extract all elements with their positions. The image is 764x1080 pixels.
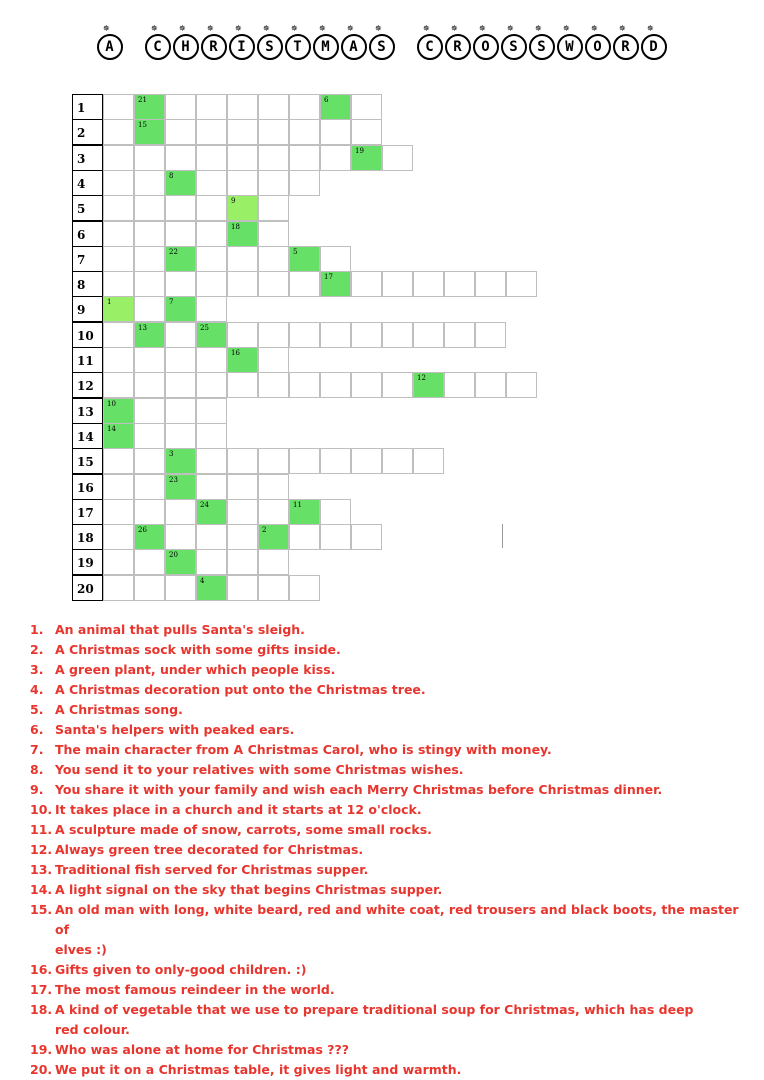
crossword-cell[interactable] — [258, 246, 289, 272]
highlighted-cell[interactable] — [134, 524, 165, 550]
highlighted-cell[interactable] — [165, 549, 196, 575]
clue-text: You send it to your relatives with some Christmas wishes. — [55, 762, 464, 777]
crossword-cell[interactable] — [134, 170, 165, 196]
crossword-cell[interactable] — [320, 372, 351, 398]
clue-item — [30, 820, 750, 840]
crossword-cell[interactable] — [227, 170, 258, 196]
clue-item — [30, 700, 750, 720]
cell-number: 2 — [262, 526, 267, 534]
row-number: 8 — [72, 271, 103, 297]
crossword-cell[interactable] — [444, 322, 475, 348]
clue-text: red colour. — [55, 1022, 130, 1037]
clue-item — [30, 840, 750, 860]
clue-text: A kind of vegetable that we use to prepare traditional soup for Christmas, which has deep — [55, 1002, 694, 1017]
cell-number: 3 — [169, 450, 174, 458]
crossword-cell[interactable] — [134, 221, 165, 247]
title-letter: ✵ T — [285, 34, 311, 60]
cell-number: 1 — [107, 298, 112, 306]
crossword-cell[interactable] — [351, 94, 382, 120]
highlighted-cell[interactable] — [103, 296, 134, 322]
crossword-cell[interactable] — [289, 271, 320, 297]
clue-number: 5. — [30, 702, 44, 717]
crossword-cell[interactable] — [134, 195, 165, 221]
crossword-cell[interactable] — [227, 119, 258, 145]
crossword-cell[interactable] — [196, 372, 227, 398]
clue-text: Always green tree decorated for Christmas. — [55, 842, 364, 857]
row-number: 2 — [72, 119, 103, 145]
clue-item — [30, 620, 750, 640]
crossword-cell[interactable] — [289, 119, 320, 145]
crossword-cell[interactable] — [227, 372, 258, 398]
crossword-cell[interactable] — [227, 94, 258, 120]
cell-number: 17 — [324, 273, 333, 281]
crossword-cell[interactable] — [227, 145, 258, 171]
row-number: 17 — [72, 499, 103, 525]
crossword-cell[interactable] — [134, 246, 165, 272]
title-letter: ✵ S — [501, 34, 527, 60]
crossword-cell[interactable] — [258, 347, 289, 373]
clue-number: 9. — [30, 782, 44, 797]
crossword-cell[interactable] — [196, 119, 227, 145]
crossword-cell[interactable] — [227, 448, 258, 474]
highlighted-cell[interactable] — [320, 94, 351, 120]
cell-number: 11 — [293, 501, 302, 509]
row-number: 13 — [72, 398, 103, 424]
highlighted-cell[interactable] — [165, 296, 196, 322]
crossword-cell[interactable] — [103, 246, 134, 272]
clue-text: The most famous reindeer in the world. — [55, 982, 335, 997]
crossword-cell[interactable] — [227, 524, 258, 550]
cell-number: 18 — [231, 223, 240, 231]
crossword-cell[interactable] — [258, 195, 289, 221]
crossword-cell[interactable] — [196, 94, 227, 120]
crossword-cell[interactable] — [165, 119, 196, 145]
cell-number: 7 — [169, 298, 174, 306]
crossword-cell[interactable] — [227, 549, 258, 575]
crossword-cell[interactable] — [134, 448, 165, 474]
clue-item — [30, 760, 750, 780]
crossword-cell[interactable] — [351, 448, 382, 474]
crossword-cell[interactable] — [196, 221, 227, 247]
clue-item — [30, 900, 750, 940]
clue-text: Traditional fish served for Christmas supper. — [55, 862, 369, 877]
clue-text: Gifts given to only-good children. :) — [55, 962, 307, 977]
cell-number: 4 — [200, 577, 205, 585]
cell-number: 12 — [417, 374, 426, 382]
crossword-cell[interactable] — [134, 347, 165, 373]
crossword-cell[interactable] — [134, 575, 165, 601]
clue-item — [30, 1000, 750, 1020]
crossword-cell[interactable] — [103, 372, 134, 398]
row-number: 7 — [72, 246, 103, 272]
clue-list — [30, 620, 750, 1080]
crossword-cell[interactable] — [134, 145, 165, 171]
clue-text: A light signal on the sky that begins Christmas supper. — [55, 882, 443, 897]
crossword-cell[interactable] — [289, 94, 320, 120]
crossword-cell[interactable] — [134, 423, 165, 449]
crossword-cell[interactable] — [196, 398, 227, 424]
clue-item — [30, 1040, 750, 1060]
crossword-cell[interactable] — [289, 524, 320, 550]
clue-text: We put it on a Christmas table, it gives light and warmth. — [55, 1062, 462, 1077]
title-letter: ✵ H — [173, 34, 199, 60]
cell-number: 15 — [138, 121, 147, 129]
crossword-cell[interactable] — [320, 448, 351, 474]
highlighted-cell[interactable] — [289, 246, 320, 272]
highlighted-cell[interactable] — [196, 499, 227, 525]
crossword-cell[interactable] — [351, 271, 382, 297]
crossword-cell[interactable] — [103, 347, 134, 373]
highlighted-cell[interactable] — [134, 119, 165, 145]
title-letter: ✵ A — [341, 34, 367, 60]
crossword-cell[interactable] — [258, 372, 289, 398]
highlighted-cell[interactable] — [351, 145, 382, 171]
highlighted-cell[interactable] — [165, 246, 196, 272]
highlighted-cell[interactable] — [103, 398, 134, 424]
cell-number: 23 — [169, 476, 178, 484]
clue-continuation — [30, 940, 750, 960]
clue-number: 14. — [30, 882, 53, 897]
clue-number: 15. — [30, 902, 53, 917]
crossword-cell[interactable] — [475, 322, 506, 348]
title-letter: ✵ C — [145, 34, 171, 60]
crossword-cell[interactable] — [103, 145, 134, 171]
row-number: 6 — [72, 221, 103, 247]
crossword-cell[interactable] — [103, 499, 134, 525]
title-letter: ✵ A — [97, 34, 123, 60]
cell-number: 6 — [324, 96, 329, 104]
cell-number: 10 — [107, 400, 116, 408]
crossword-cell[interactable] — [196, 474, 227, 500]
crossword-cell[interactable] — [382, 271, 413, 297]
crossword-cell[interactable] — [258, 271, 289, 297]
clue-text: Who was alone at home for Christmas ??? — [55, 1042, 350, 1057]
title-letter: ✵ I — [229, 34, 255, 60]
crossword-cell[interactable] — [320, 499, 351, 525]
clue-number: 16. — [30, 962, 53, 977]
crossword-cell[interactable] — [413, 448, 444, 474]
highlighted-cell[interactable] — [227, 347, 258, 373]
crossword-cell[interactable] — [103, 322, 134, 348]
cell-number: 13 — [138, 324, 147, 332]
crossword-cell[interactable] — [103, 221, 134, 247]
clue-text: It takes place in a church and it starts at 12 o'clock. — [55, 802, 422, 817]
cell-number: 21 — [138, 96, 147, 104]
clue-text: A Christmas sock with some gifts inside. — [55, 642, 341, 657]
highlighted-cell[interactable] — [227, 221, 258, 247]
crossword-cell[interactable] — [165, 322, 196, 348]
clue-number: 1. — [30, 622, 44, 637]
crossword-cell[interactable] — [289, 145, 320, 171]
clue-item — [30, 860, 750, 880]
crossword-cell[interactable] — [351, 524, 382, 550]
clue-item — [30, 960, 750, 980]
crossword-cell[interactable] — [444, 271, 475, 297]
row-number: 15 — [72, 448, 103, 474]
clue-text: A green plant, under which people kiss. — [55, 662, 336, 677]
row-number: 19 — [72, 549, 103, 575]
clue-number: 10. — [30, 802, 53, 817]
title-letter: ✵ D — [641, 34, 667, 60]
crossword-cell[interactable] — [165, 221, 196, 247]
crossword-cell[interactable] — [320, 145, 351, 171]
crossword-cell[interactable] — [506, 271, 537, 297]
crossword-cell[interactable] — [351, 372, 382, 398]
title-letter: ✵ M — [313, 34, 339, 60]
crossword-cell[interactable] — [258, 474, 289, 500]
row-number: 16 — [72, 474, 103, 500]
crossword-cell[interactable] — [103, 524, 134, 550]
clue-item — [30, 980, 750, 1000]
crossword-cell[interactable] — [196, 296, 227, 322]
crossword-cell[interactable] — [196, 271, 227, 297]
crossword-cell[interactable] — [289, 372, 320, 398]
highlighted-cell[interactable] — [258, 524, 289, 550]
row-number: 5 — [72, 195, 103, 221]
crossword-cell[interactable] — [258, 145, 289, 171]
cell-number: 20 — [169, 551, 178, 559]
clue-number: 7. — [30, 742, 44, 757]
highlighted-cell[interactable] — [289, 499, 320, 525]
crossword-cell[interactable] — [258, 322, 289, 348]
clue-text: An old man with long, white beard, red and white coat, red trousers and black boots, the master of — [55, 902, 739, 937]
row-number: 12 — [72, 372, 103, 398]
highlighted-cell[interactable] — [196, 322, 227, 348]
crossword-cell[interactable] — [320, 322, 351, 348]
clue-number: 18. — [30, 1002, 53, 1017]
crossword-cell[interactable] — [134, 271, 165, 297]
crossword-cell[interactable] — [103, 119, 134, 145]
crossword-cell[interactable] — [165, 423, 196, 449]
crossword-cell[interactable] — [103, 271, 134, 297]
crossword-cell[interactable] — [413, 271, 444, 297]
crossword-cell[interactable] — [382, 372, 413, 398]
crossword-cell[interactable] — [475, 372, 506, 398]
crossword-cell[interactable] — [196, 448, 227, 474]
highlighted-cell[interactable] — [165, 474, 196, 500]
crossword-cell[interactable] — [289, 170, 320, 196]
clue-number: 3. — [30, 662, 44, 677]
crossword-cell[interactable] — [444, 372, 475, 398]
row-number: 18 — [72, 524, 103, 550]
crossword-cell[interactable] — [196, 145, 227, 171]
clue-text: You share it with your family and wish each Merry Christmas before Christmas dinner. — [55, 782, 663, 797]
clue-number: 19. — [30, 1042, 53, 1057]
cell-number: 24 — [200, 501, 209, 509]
crossword-cell[interactable] — [165, 94, 196, 120]
crossword-cell[interactable] — [227, 271, 258, 297]
crossword-cell[interactable] — [103, 549, 134, 575]
cell-number: 26 — [138, 526, 147, 534]
row-number: 9 — [72, 296, 103, 322]
crossword-cell[interactable] — [134, 549, 165, 575]
cell-number: 8 — [169, 172, 174, 180]
clue-item — [30, 720, 750, 740]
crossword-cell[interactable] — [165, 398, 196, 424]
title-letter: ✵ S — [257, 34, 283, 60]
crossword-cell[interactable] — [506, 372, 537, 398]
clue-number: 13. — [30, 862, 53, 877]
highlighted-cell[interactable] — [320, 271, 351, 297]
crossword-cell[interactable] — [165, 524, 196, 550]
crossword-cell[interactable] — [165, 575, 196, 601]
highlighted-cell[interactable] — [103, 423, 134, 449]
clue-text: Santa's helpers with peaked ears. — [55, 722, 295, 737]
crossword-cell[interactable] — [134, 499, 165, 525]
clue-item — [30, 740, 750, 760]
title-letter: ✵ O — [585, 34, 611, 60]
crossword-cell[interactable] — [196, 195, 227, 221]
cell-number: 5 — [293, 248, 298, 256]
clue-number: 12. — [30, 842, 53, 857]
crossword-cell[interactable] — [289, 575, 320, 601]
highlighted-cell[interactable] — [227, 195, 258, 221]
crossword-cell[interactable] — [196, 170, 227, 196]
highlighted-cell[interactable] — [165, 448, 196, 474]
crossword-cell[interactable] — [196, 347, 227, 373]
crossword-cell[interactable] — [413, 322, 444, 348]
clue-number: 4. — [30, 682, 44, 697]
crossword-cell[interactable] — [382, 322, 413, 348]
clue-text: A Christmas song. — [55, 702, 183, 717]
clue-text: elves :) — [55, 942, 107, 957]
clue-number: 6. — [30, 722, 44, 737]
crossword-cell[interactable] — [196, 423, 227, 449]
title-letter: ✵ C — [417, 34, 443, 60]
crossword-cell[interactable] — [320, 524, 351, 550]
crossword-cell[interactable] — [258, 448, 289, 474]
clue-number: 11. — [30, 822, 53, 837]
crossword-cell[interactable] — [134, 398, 165, 424]
title-letter: ✵ S — [529, 34, 555, 60]
cell-number: 9 — [231, 197, 236, 205]
crossword-cell[interactable] — [258, 499, 289, 525]
crossword-cell[interactable] — [258, 94, 289, 120]
crossword-cell[interactable] — [165, 372, 196, 398]
row-number: 4 — [72, 170, 103, 196]
highlighted-cell[interactable] — [413, 372, 444, 398]
clue-text: A Christmas decoration put onto the Christmas tree. — [55, 682, 426, 697]
grid-edge-tick — [502, 524, 503, 548]
row-number: 11 — [72, 347, 103, 373]
highlighted-cell[interactable] — [165, 170, 196, 196]
clue-text: An animal that pulls Santa's sleigh. — [55, 622, 305, 637]
crossword-cell[interactable] — [258, 221, 289, 247]
clue-number: 20. — [30, 1062, 53, 1077]
title-letter: ✵ R — [613, 34, 639, 60]
crossword-cell[interactable] — [165, 145, 196, 171]
clue-item — [30, 660, 750, 680]
crossword-cell[interactable] — [475, 271, 506, 297]
crossword-cell[interactable] — [103, 170, 134, 196]
crossword-cell[interactable] — [351, 322, 382, 348]
crossword-cell[interactable] — [351, 119, 382, 145]
clue-number: 8. — [30, 762, 44, 777]
highlighted-cell[interactable] — [196, 575, 227, 601]
crossword-cell[interactable] — [196, 549, 227, 575]
crossword-cell[interactable] — [196, 246, 227, 272]
cell-number: 14 — [107, 425, 116, 433]
crossword-cell[interactable] — [227, 474, 258, 500]
title-letter: ✵ R — [201, 34, 227, 60]
clue-number: 17. — [30, 982, 53, 997]
crossword-cell[interactable] — [103, 195, 134, 221]
crossword-cell[interactable] — [227, 246, 258, 272]
crossword-cell[interactable] — [103, 448, 134, 474]
crossword-cell[interactable] — [103, 474, 134, 500]
crossword-cell[interactable] — [227, 322, 258, 348]
clue-item — [30, 780, 750, 800]
crossword-cell[interactable] — [289, 322, 320, 348]
row-number: 3 — [72, 145, 103, 171]
crossword-cell[interactable] — [227, 575, 258, 601]
crossword-cell[interactable] — [289, 448, 320, 474]
clue-item — [30, 640, 750, 660]
highlighted-cell[interactable] — [134, 322, 165, 348]
clue-number: 2. — [30, 642, 44, 657]
cell-number: 25 — [200, 324, 209, 332]
crossword-cell[interactable] — [382, 145, 413, 171]
crossword-cell[interactable] — [165, 271, 196, 297]
crossword-cell[interactable] — [134, 474, 165, 500]
crossword-cell[interactable] — [103, 575, 134, 601]
highlighted-cell[interactable] — [134, 94, 165, 120]
clue-continuation — [30, 1020, 750, 1040]
crossword-cell[interactable] — [103, 94, 134, 120]
crossword-cell[interactable] — [134, 372, 165, 398]
crossword-cell[interactable] — [227, 499, 258, 525]
row-number: 14 — [72, 423, 103, 449]
crossword-cell[interactable] — [165, 195, 196, 221]
row-number: 10 — [72, 322, 103, 348]
cell-number: 16 — [231, 349, 240, 357]
crossword-cell[interactable] — [165, 347, 196, 373]
cell-number: 19 — [355, 147, 364, 155]
crossword-cell[interactable] — [258, 549, 289, 575]
title-letter: ✵ W — [557, 34, 583, 60]
crossword-cell[interactable] — [196, 524, 227, 550]
title-letter: ✵ O — [473, 34, 499, 60]
crossword-cell[interactable] — [258, 170, 289, 196]
crossword-cell[interactable] — [382, 448, 413, 474]
title-letter: ✵ R — [445, 34, 471, 60]
clue-text: The main character from A Christmas Carol, who is stingy with money. — [55, 742, 552, 757]
clue-item — [30, 1060, 750, 1080]
crossword-cell[interactable] — [320, 246, 351, 272]
row-number: 1 — [72, 94, 103, 120]
crossword-cell[interactable] — [258, 575, 289, 601]
clue-item — [30, 680, 750, 700]
clue-item — [30, 800, 750, 820]
crossword-cell[interactable] — [320, 119, 351, 145]
crossword-cell[interactable] — [165, 499, 196, 525]
clue-item — [30, 880, 750, 900]
crossword-cell[interactable] — [134, 296, 165, 322]
cell-number: 22 — [169, 248, 178, 256]
crossword-cell[interactable] — [258, 119, 289, 145]
title-letter: ✵ S — [369, 34, 395, 60]
clue-text: A sculpture made of snow, carrots, some small rocks. — [55, 822, 432, 837]
row-number: 20 — [72, 575, 103, 601]
